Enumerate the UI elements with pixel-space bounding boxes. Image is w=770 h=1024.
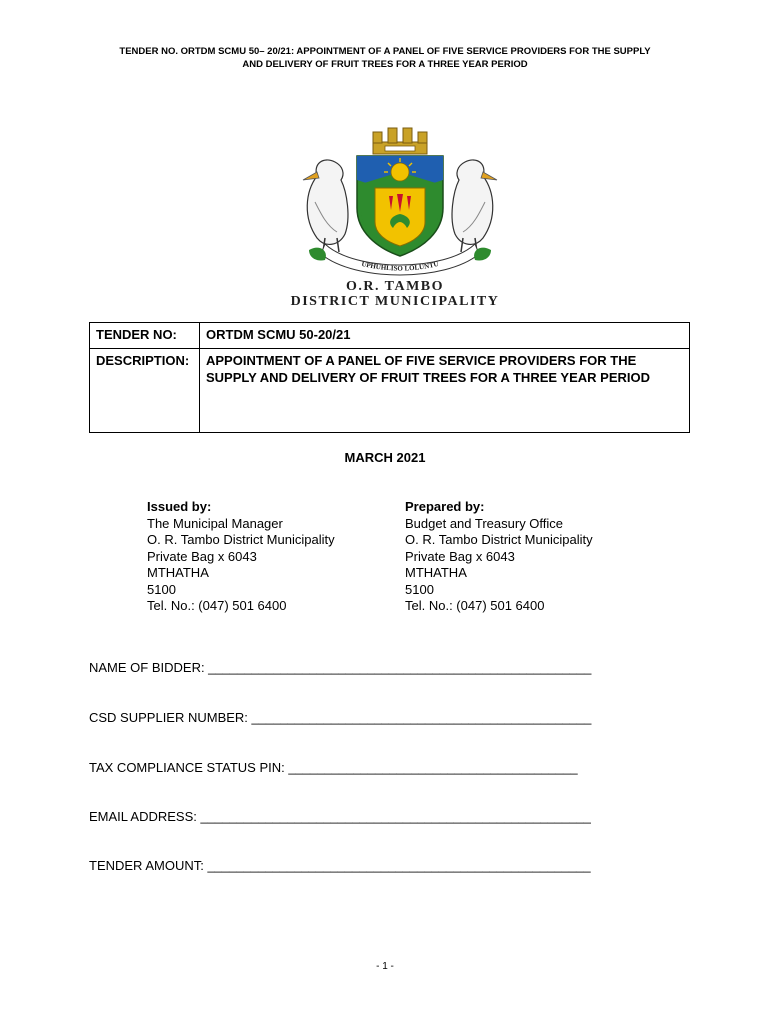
document-header <box>60 45 710 71</box>
header-line-2: AND DELIVERY OF FRUIT TREES FOR A THREE YEAR PERIOD <box>242 59 528 70</box>
issued-by-line: O. R. Tambo District Municipality <box>147 532 335 547</box>
issued-by-line: MTHATHA <box>147 565 209 580</box>
description-line-1: APPOINTMENT OF A PANEL OF FIVE SERVICE PROVIDERS FOR THE <box>206 353 637 368</box>
prepared-by-line: O. R. Tambo District Municipality <box>405 532 593 547</box>
issued-by-title: Issued by: <box>147 499 212 514</box>
coat-of-arms-logo <box>295 122 505 282</box>
page-number: - 1 - <box>376 961 394 972</box>
description-line-2: SUPPLY AND DELIVERY OF FRUIT TREES FOR A THREE YEAR PERIOD <box>206 370 650 385</box>
prepared-by-line: 5100 <box>405 581 434 597</box>
tender-info-table <box>89 322 690 433</box>
prepared-by-line: Tel. No.: (047) 501 6400 <box>405 598 545 613</box>
issued-by-line: Tel. No.: (047) 501 6400 <box>147 598 287 613</box>
motto-text: UPHUHLISO LOLUNTU <box>360 259 440 273</box>
issued-by-line: Private Bag x 6043 <box>147 548 257 564</box>
issued-by-line: The Municipal Manager <box>147 515 283 531</box>
tender-amount-field[interactable]: TENDER AMOUNT: _____________________________________________________ <box>89 858 591 873</box>
prepared-by-line: Private Bag x 6043 <box>405 548 515 564</box>
left-bird-supporter <box>303 160 348 252</box>
shield-emblem <box>357 156 443 256</box>
tax-compliance-pin-field[interactable]: TAX COMPLIANCE STATUS PIN: ________________________________________ <box>89 760 578 775</box>
description-label: DESCRIPTION: <box>90 349 200 433</box>
prepared-by-line: MTHATHA <box>405 565 467 580</box>
right-bird-supporter <box>452 160 497 252</box>
description-row <box>90 349 690 433</box>
tender-number-row <box>90 323 690 349</box>
csd-supplier-number-field[interactable]: CSD SUPPLIER NUMBER: _______________________________________________ <box>89 710 592 725</box>
document-date: MARCH 2021 <box>344 450 426 465</box>
org-name-line-1: O.R. TAMBO <box>345 279 445 294</box>
description-value <box>200 349 690 433</box>
organization-name <box>240 280 550 309</box>
prepared-by-title: Prepared by: <box>405 499 485 514</box>
tender-number-label: TENDER NO: <box>90 323 200 349</box>
email-address-field[interactable]: EMAIL ADDRESS: ______________________________________________________ <box>89 809 591 824</box>
header-line-1: TENDER NO. ORTDM SCMU 50– 20/21: APPOINTMENT OF A PANEL OF FIVE SERVICE PROVIDERS FOR THE SUPPLY <box>119 46 651 57</box>
issued-by-block <box>147 499 335 615</box>
bidder-name-field[interactable]: NAME OF BIDDER: _____________________________________________________ <box>89 660 592 675</box>
issued-by-line: 5100 <box>147 581 176 597</box>
crown-icon <box>373 128 427 154</box>
org-name-line-2: DISTRICT MUNICIPALITY <box>290 294 500 309</box>
prepared-by-line: Budget and Treasury Office <box>405 515 564 531</box>
prepared-by-block <box>405 499 593 615</box>
tender-number-value: ORTDM SCMU 50-20/21 <box>200 323 690 349</box>
